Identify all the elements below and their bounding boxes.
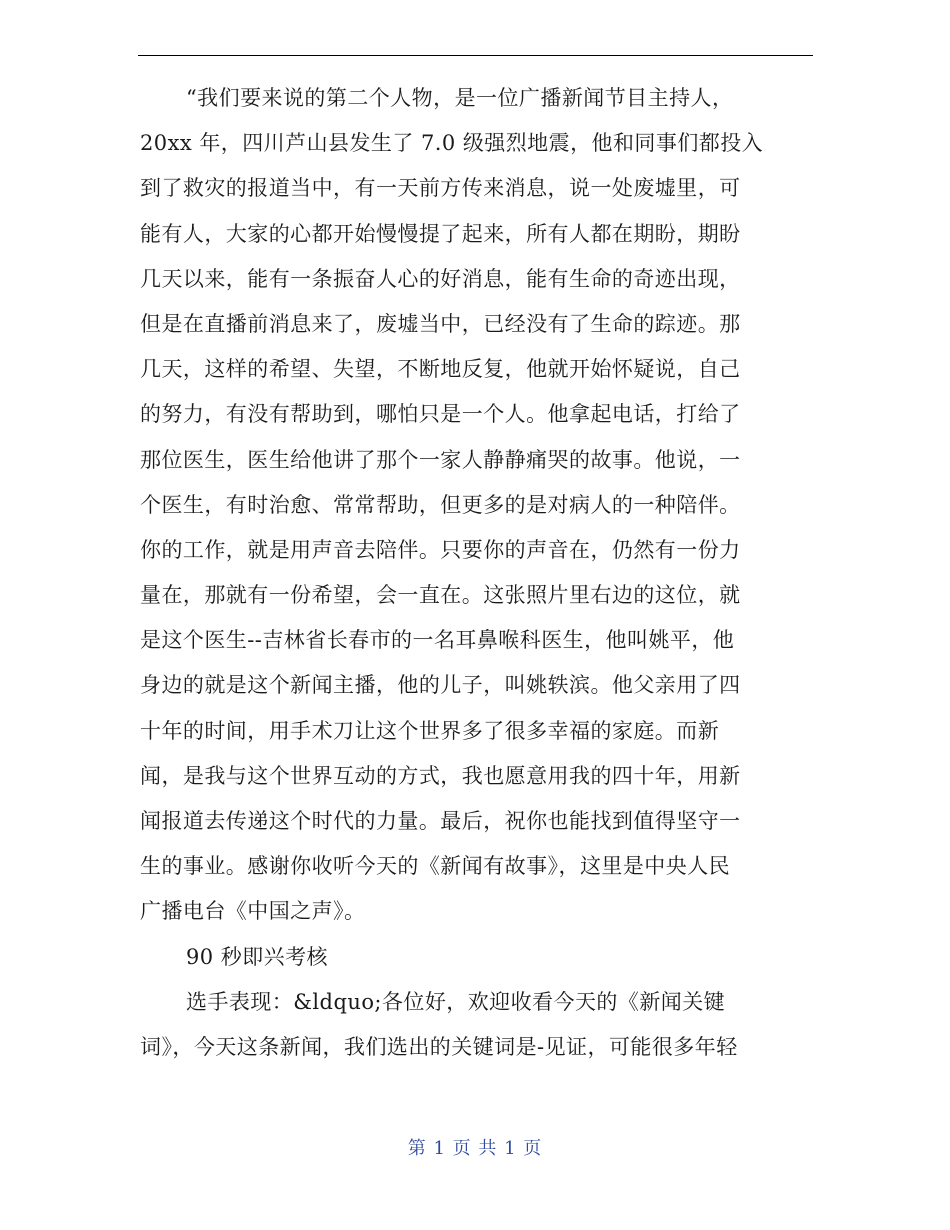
text-line: “我们要来说的第二个人物，是一位广播新闻节目主持人，	[186, 86, 734, 110]
text-line: 是这个医生--吉林省长春市的一名耳鼻喉科医生，他叫姚平，他	[140, 628, 735, 653]
text-line: 能有人，大家的心都开始慢慢提了起来，所有人都在期盼，期盼	[140, 221, 741, 246]
section-heading: 90 秒即兴考核	[186, 944, 328, 969]
text-line: 身边的就是这个新闻主播，他的儿子，叫姚轶滨。他父亲用了四	[140, 673, 741, 698]
text-line: 到了救灾的报道当中，有一天前方传来消息，说一处废墟里，可	[140, 176, 741, 201]
text-line: 几天以来，能有一条振奋人心的好消息，能有生命的奇迹出现，	[140, 266, 741, 291]
text-line: 但是在直播前消息来了，废墟当中，已经没有了生命的踪迹。那	[140, 311, 741, 336]
text-line: 生的事业。感谢你收听今天的《新闻有故事》，这里是中央人民	[140, 854, 731, 879]
text-line: 十年的时间，用手术刀让这个世界多了很多幸福的家庭。而新	[140, 718, 720, 743]
text-line: 选手表现：&ldquo;各位好，欢迎收看今天的《新闻关键	[186, 989, 726, 1014]
text-line: 你的工作，就是用声音去陪伴。只要你的声音在，仍然有一份力	[140, 537, 741, 562]
text-line: 个医生，有时治愈、常常帮助，但更多的是对病人的一种陪伴。	[140, 492, 741, 517]
text-line: 词》，今天这条新闻，我们选出的关键词是-见证，可能很多年轻	[140, 1034, 738, 1059]
text-line: 的努力，有没有帮助到，哪怕只是一个人。他拿起电话，打给了	[140, 402, 741, 427]
text-line: 广播电台《中国之声》。	[140, 899, 366, 924]
page-number: 第 1 页 共 1 页	[407, 1138, 543, 1159]
header-rule	[138, 55, 813, 56]
text-line: 几天，这样的希望、失望，不断地反复，他就开始怀疑说，自己	[140, 357, 741, 382]
document-body	[140, 76, 808, 1070]
text-line: 量在，那就有一份希望，会一直在。这张照片里右边的这位，就	[140, 583, 741, 608]
text-line: 闻报道去传递这个时代的力量。最后，祝你也能找到值得坚守一	[140, 809, 741, 833]
text-line: 闻，是我与这个世界互动的方式，我也愿意用我的四十年，用新	[140, 763, 741, 788]
text-line: 那位医生，医生给他讲了那个一家人静静痛哭的故事。他说，一	[140, 447, 741, 472]
text-line: 20xx 年，四川芦山县发生了 7.0 级强烈地震，他和同事们都投入	[140, 131, 764, 156]
